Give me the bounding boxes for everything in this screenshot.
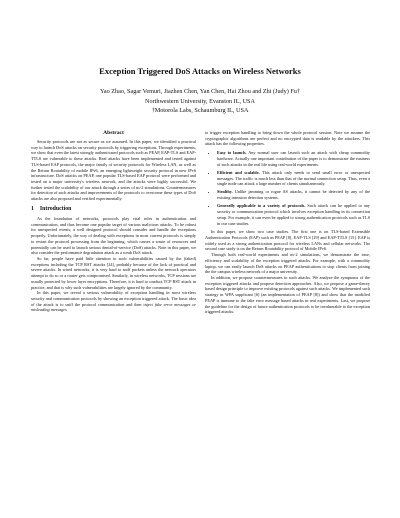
intro-paragraph-3-text: In this paper, we reveal a serious vulnerability of exception handling in most wireless security and communication protocols by showing an exception triggered attack. The basic idea of the attack is to sniff the protocol communication and then inject [31,290,196,307]
property-text: Any normal user can launch such an attack with cheap commodity hardware. Actually one important contribution of the paper is to demonstrate the easiness of such attacks in the real life using real-world experiments. [217,150,371,167]
paper-title: Exception Triggered DoS Attacks on Wireless Networks [99,66,301,76]
section-heading-introduction [31,206,196,213]
property-item [217,189,370,200]
author-block [0,87,400,116]
property-text: This attack only needs to send small error or unexpected messages. The traffic is much less than that of the normal connection setup. Thus, even a single node can attack a large number of clients simultaneously. [217,169,370,187]
property-lead: Generally applicable to a variety of protocols. [217,203,306,209]
section-title: Introduction [39,205,72,212]
affiliation-1: Northwestern University, Evanston IL, USA [145,97,255,105]
property-lead: Easy to launch. [217,150,247,156]
right-column [205,130,370,315]
intro-paragraph-3 [31,290,196,313]
property-lead: Stealthy. [217,189,233,195]
intro-paragraph-2: So far, people have paid little attention to such vulnerabilities caused by the (faked) exceptions including the TCP RST attacks [24], probably because of the lack of practical and severe attacks. In wired networks, it is very hard to sniff packets unless the network operators attempt to do so or a router gets compromised. Similarly, in wireless networks, TCP sessions are usually protected by lower layer encryptions. Therefore, it is hard to conduct TCP RST attack in practice, and that is why such vulnerabilities are largely ignored by the community. [31,255,196,290]
abstract-text: Security protocols are not as secure as we assumed. In this paper, we identified a practical way to launch DoS attacks on security protocols by triggering exceptions. Through experiments, we show that even the latest strongly authenticated protocols such as PEAP, EAP-TLS and EAP-TTLS are vulnerable to these attacks. Real attacks have been implemented and tested against TLS-based EAP protocols, the major family of security protocols for Wireless LAN, as well as the Return Routability of mobile IPv6, an emerging lightweight security protocol in new IPv6 infrastructure. DoS attacks on PEAP, one popular TLS-based EAP protocol were performed and tested on a major university's wireless network, and the attacks were highly successful. We further tested the scalability of our attack through a series of ns-2 simulations. Countermeasures for detection of such attacks and improvements of the protocols to overcome these types of DoS attacks are also proposed and verified experimentally. [31,139,196,202]
left-column [31,130,196,313]
right-paragraph-2: Through both real-world experiments and ns-2 simulations, we demonstrate the ease, efficiency and scalability of the exception triggered attacks. For example, with a commodity laptop, we can easily launch DoS attacks on PEAP authentications to stop clients from joining the the campus wireless network of a major university. [205,252,370,275]
intro-paragraph-3-emphasis: fake error messages or misleading messages [31,301,196,313]
intro-paragraph-1: As the foundation of networks, protocols play vital roles in authentication and communication, and thus become one popular target of various malicious attacks. To be robust for unexpected events, a well designed protocol should consider and handle the exceptions properly. Unfortunately, the way of dealing with exceptions in most current protocols is simply to restart the protocol processing from the beginning, which causes a waste of resources and potentially can be used to launch serious denial-of-service (DoS) attacks. Note in this paper, we also consider the performance degradation attack as a weak DoS attack. [31,215,196,256]
abstract-heading: Abstract [103,130,124,136]
property-list [205,150,370,226]
section-number: 1 [31,205,34,212]
property-lead: Efficient and scalable. [217,169,260,175]
property-item [217,203,370,226]
property-text: Such attack can be applied to any security or communication protocol which involves exception handling in its connection setup. For example, it can even be applied to strong authentication protocols such as TLS in our case studies. [217,203,370,226]
right-paragraph-3: In addition, we propose countermeasures to such attacks. We analyze the symptoms of the exception triggered attacks and propose detection approaches. Also, we propose a game-theory based design principle to improve existing protocols against such attacks. We implemented such strategy in WPA supplicant [6] (an implementation of PEAP [8]) and show that the modified PEAP is immune to the fake error message based attacks in real experiments. Last, we propose the guideline for the design of future authentication protocols to be invulnerable to the exception triggered attacks. [205,275,370,315]
right-paragraph-1: In this paper, we show two case studies. The first one is on TLS-based Extensible Authentication Protocols (EAP) such as PEAP [8], EAP-TLS [29] and EAP-TTLS [15]. EAP is widely used as a strong authentication protocol for wireless LANs and cellular networks. The second case study is on the Return Routability protocol of Mobile IPv6. [205,229,370,252]
property-item [217,170,370,187]
right-paragraph-continued: to trigger exception handling to bring down the whole protocol session. Note we assume the cryptographic algorithms are perfect and no encrypted data is readable by the attackers. This attack has the following properties. [205,130,370,147]
property-text: Unlike jamming or rogue AS attacks, it cannot be detected by any of the existing intrusion detection systems. [217,189,370,201]
affiliation-2: †Motorola Labs, Schaumburg IL, USA [151,107,249,114]
property-item [217,150,370,167]
author-names: Yao Zhao, Sagar Vemuri, Jiazhen Chen, Yan Chen, Hai Zhou and Zhi (Judy) Fu† [100,88,300,95]
